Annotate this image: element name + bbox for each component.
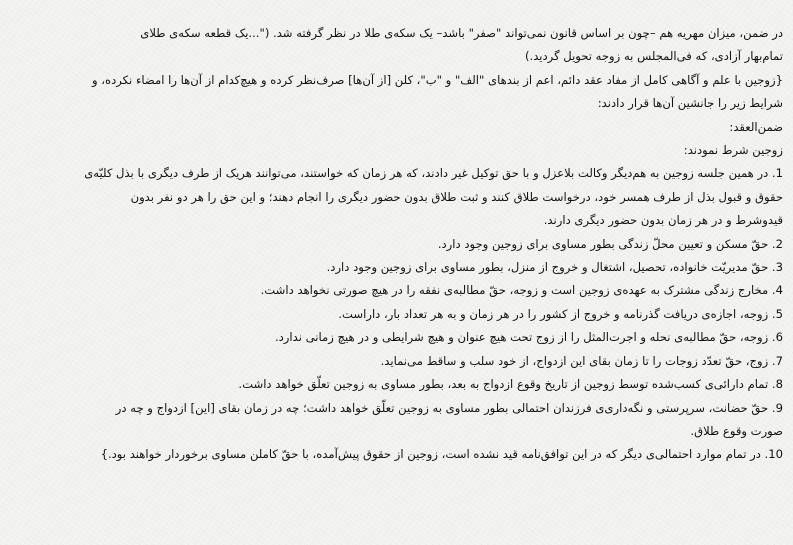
section-heading: زوجین شرط نمودند: <box>683 143 783 158</box>
condition-item-2: 2. حقّ مسکن و تعیین محلّ زندگی بطور مساوی برای زوجین وجود دارد. <box>437 236 783 251</box>
text-line: در ضمن، میزان مهریه هم –چون بر اساس قانون نمی‌تواند "صفر" باشد– یک سکه‌ی طلا در نظر گرفته شد. ("...یک قطعه سکه‌ی طلای <box>140 26 783 40</box>
condition-item-1-continued: حقوق و قبول بذل از طرف همسر خود، درخواست طلاق کنند و ثبت طلاق بدون حضور دیگری را انجام دهند؛ و این حق را هر دو نفر بدون <box>130 189 783 204</box>
text-line: تمام‌بهار آزادی، که فی‌المجلس به زوجه تحویل گردید.) <box>525 49 783 64</box>
condition-item-4: 4. مخارج زندگی مشترک به عهده‌ی زوجین است و زوجه، حقّ مطالبه‌ی نفقه را در هیچ صورتی نخواهد داشت. <box>260 283 783 298</box>
condition-item-7: 7. زوج، حقّ تعدّد زوجات را تا زمان بقای این ازدواج، از خود سلب و ساقط می‌نماید. <box>380 353 783 368</box>
condition-item-10: 10. در تمام موارد احتمالی‌ی دیگر که در این توافق‌نامه قید نشده است، زوجین از حقوق پیش‌آمده، با حقّ کاملن مساوی برخوردار خواهند بود.} <box>100 447 783 462</box>
condition-item-1-continued: قیدوشرط و در هر زمان بدون حضور دیگری دارند. <box>543 213 783 228</box>
condition-item-9: 9. حقّ حضانت، سرپرستی و نگه‌داری‌ی فرزندان احتمالی بطور مساوی به زوجین تعلّق خواهد داشت؛ چه در زمان بقای [این] ازدواج و چه در <box>115 400 783 415</box>
condition-item-1: 1. در همین جلسه زوجین به هم‌دیگر وکالت بلاعزل و با حق توکیل غیر دادند، که هر زمان که خواستند، می‌توانند هریک از طرف دیگری با بذل کلیّه‌ی <box>84 166 783 181</box>
section-heading: ضمن‌العقد: <box>729 119 783 134</box>
condition-item-3: 3. حقّ مدیریّت خانواده، تحصیل، اشتغال و خروج از منزل، بطور مساوی برای زوجین وجود دارد. <box>326 260 783 275</box>
condition-item-8: 8. تمام دارائی‌ی کسب‌شده توسط زوجین از تاریخ وقوع ازدواج به بعد، بطور مساوی به زوجین تعلّق خواهد داشت. <box>238 377 783 392</box>
condition-item-5: 5. زوجه، اجازه‌ی دریافت گذرنامه و خروج از کشور را در هر زمان و به هر تعداد بار، داراست. <box>338 306 783 321</box>
text-line: شرایط زیر را جانشین آن‌ها قرار دادند: <box>597 96 783 111</box>
text-line: {زوجین با علم و آگاهی کامل از مفاد عقد دائم، اعم از بندهای "الف" و "ب"، کلن [از آن‌ها] صرف‌نظر کرده و هیچ‌کدام از آن‌ها را امضاء نکرده، و <box>91 72 783 87</box>
condition-item-9-continued: صورت وقوع طلاق. <box>690 423 783 438</box>
condition-item-6: 6. زوجه، حقّ مطالبه‌ی نحله و اجرت‌المثل را از زوج تحت هیچ عنوان و هیچ شرایطی و در هیچ زمانی ندارد. <box>274 330 783 345</box>
